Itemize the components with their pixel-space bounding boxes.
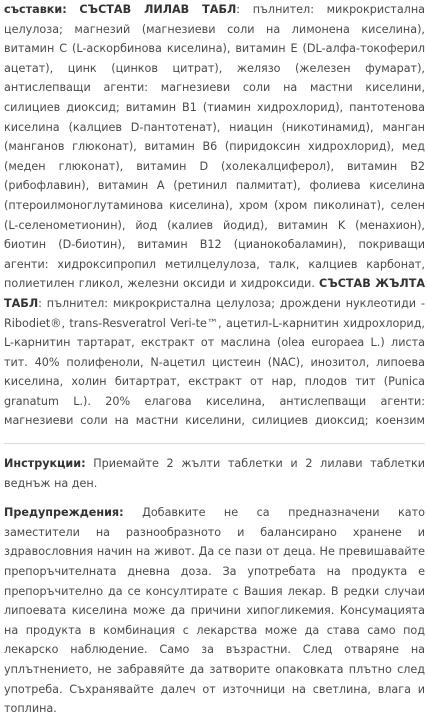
- usage-section: [4, 444, 425, 719]
- warnings-text: Добавките не са предназначени като заместители на разнообразното и балансирано хранене и здравословния начин на живот. Да се пази от деца. Не превишавайте препоръчителната дневна доза. За употребата на продукта е препоръчително да се консултирате с Вашия лекар. В редки случаи липоевата киселина може да причини хипогликемия. Консумацията на продукта в комбинация с лекарства може да става само под лекарско наблюдение. Само за възрастни. След отваряне на уплътнението, не забравяйте да затворите опаковката плътно след употреба. Съхранявайте далеч от източници на светлина, влага и топлина.: [4, 506, 425, 716]
- purple-tablet-heading: СЪСТАВ ЛИЛАВ ТАБЛ: [79, 3, 237, 16]
- ingredients-section: [4, 0, 425, 434]
- purple-tablet-text: : пълнител: микрокристална целулоза; магнезий (магнезиеви соли на лимонена киселина), витамин C (L-аскорбинова киселина), витамин E (DL-алфа-токоферил ацетат), цинк (цинков цитрат), желязо (железен фумарат), антислепващи агенти: магнезиеви соли на мастни киселини, силициев диоксид; витамин B1 (тиамин хидрохлорид), пантотенова киселина (калциев D-пантотенат), ниацин (никотинамид), манган (манганов глюконат), витамин B6 (пиридоксин хидрохлорид), мед (меден глюконат), витамин D (холекалциферол), витамин B2 (рибофлавин), витамин A (ретинил палмитат), фолиева киселина (птероилмоноглутаминова киселина), хром (хром пиколинат), селен (L-селенометионин), йод (калиев йодид), витамин K (менахион), биотин (D-биотин), витамин B12 (цианокобаламин), покриващи агенти: хидроксипропил метилцелулоза, талк, калциев карбонат, полиетилен гликол, железни оксиди и хидроксиди.: [4, 3, 425, 291]
- instructions-text: Приемайте 2 жълти таблетки и 2 лилави таблетки веднъж на ден.: [4, 457, 425, 490]
- yellow-tablet-heading: СЪСТАВ ЖЪЛТА ТАБЛ: [4, 277, 425, 310]
- instructions-label: Инструкции:: [4, 457, 86, 470]
- warnings-label: Предупреждения:: [4, 506, 124, 520]
- ingredients-label: съставки:: [4, 3, 67, 16]
- instructions-paragraph: [4, 454, 425, 493]
- warnings-paragraph: [4, 503, 425, 719]
- ingredients-paragraph: [4, 0, 425, 434]
- yellow-tablet-text: : пълнител: микрокристална целулоза; дрождени нуклеотиди - Ribodiet®, trans-Resveratrol Veri-te™, ацетил-L-карнитин хидрохлорид, L-карнитин тартарат, екстракт от маслина (olea europaea L.) листа тит. 40% полифеноли, N-ацетил цистеин (NAC), инозитол, липоева киселина, холин битартрат, екстракт от нар, плодов тит (Punica granatum L.). 20% елагова киселина, антислепващи агенти: магнезиеви соли на мастни киселини, силициев диоксид; коензим: [4, 296, 425, 428]
